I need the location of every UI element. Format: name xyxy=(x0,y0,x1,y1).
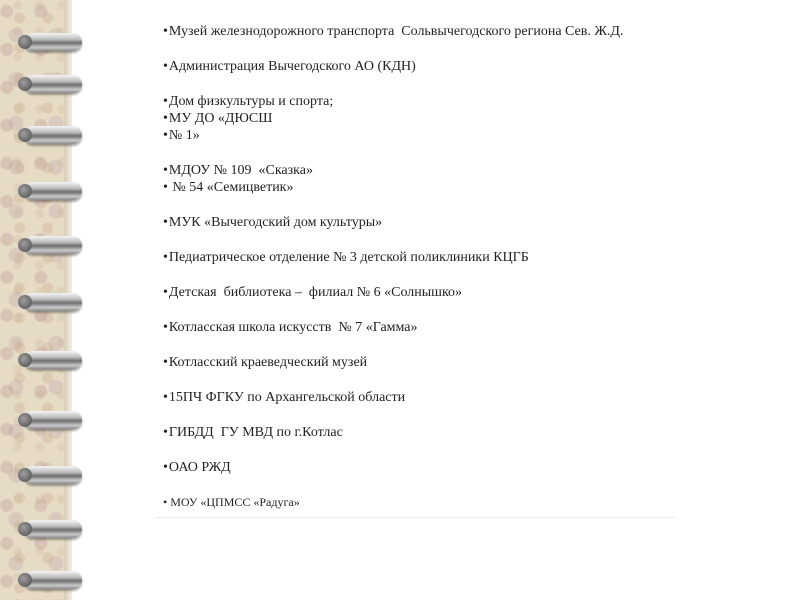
list-item: • Котласская школа искусств № 7 «Гамма» xyxy=(163,319,783,336)
binder-ring-icon xyxy=(24,182,82,200)
list-item: • ОАО РЖД xyxy=(163,459,783,476)
list-item: • Дом физкультуры и спорта; xyxy=(163,93,783,110)
binder-ring-icon xyxy=(24,75,82,93)
binder-ring-icon xyxy=(24,293,82,311)
binder-ring-icon xyxy=(24,236,82,254)
binder-ring-icon xyxy=(24,126,82,144)
binder-ring-icon xyxy=(24,571,82,589)
list-item: • 15ПЧ ФГКУ по Архангельской области xyxy=(163,389,783,406)
binder-ring-icon xyxy=(24,33,82,51)
partner-list xyxy=(163,10,783,511)
list-item: • МДОУ № 109 «Сказка» xyxy=(163,162,783,179)
binder-ring-icon xyxy=(24,466,82,484)
list-item: • ГИБДД ГУ МВД по г.Котлас xyxy=(163,424,783,441)
list-item: • № 1» xyxy=(163,127,783,144)
list-item: • Администрация Вычегодского АО (КДН) xyxy=(163,58,783,75)
list-item: • МУК «Вычегодский дом культуры» xyxy=(163,214,783,231)
binder-ring-icon xyxy=(24,520,82,538)
list-item: • МУ ДО «ДЮСШ xyxy=(163,110,783,127)
binder-ring-icon xyxy=(24,351,82,369)
list-item: • Котласский краеведческий музей xyxy=(163,354,783,371)
list-item: • № 54 «Семицветик» xyxy=(163,179,783,196)
list-item: • МОУ «ЦПМСС «Радуга» xyxy=(163,494,783,511)
list-item: • Детская библиотека – филиал № 6 «Солнышко» xyxy=(163,284,783,301)
list-item: • Педиатрическое отделение № 3 детской поликлиники КЦГБ xyxy=(163,249,783,266)
binder-ring-icon xyxy=(24,411,82,429)
divider xyxy=(155,517,675,518)
list-item: • Музей железнодорожного транспорта Сольвычегодского региона Сев. Ж.Д. xyxy=(163,23,783,40)
